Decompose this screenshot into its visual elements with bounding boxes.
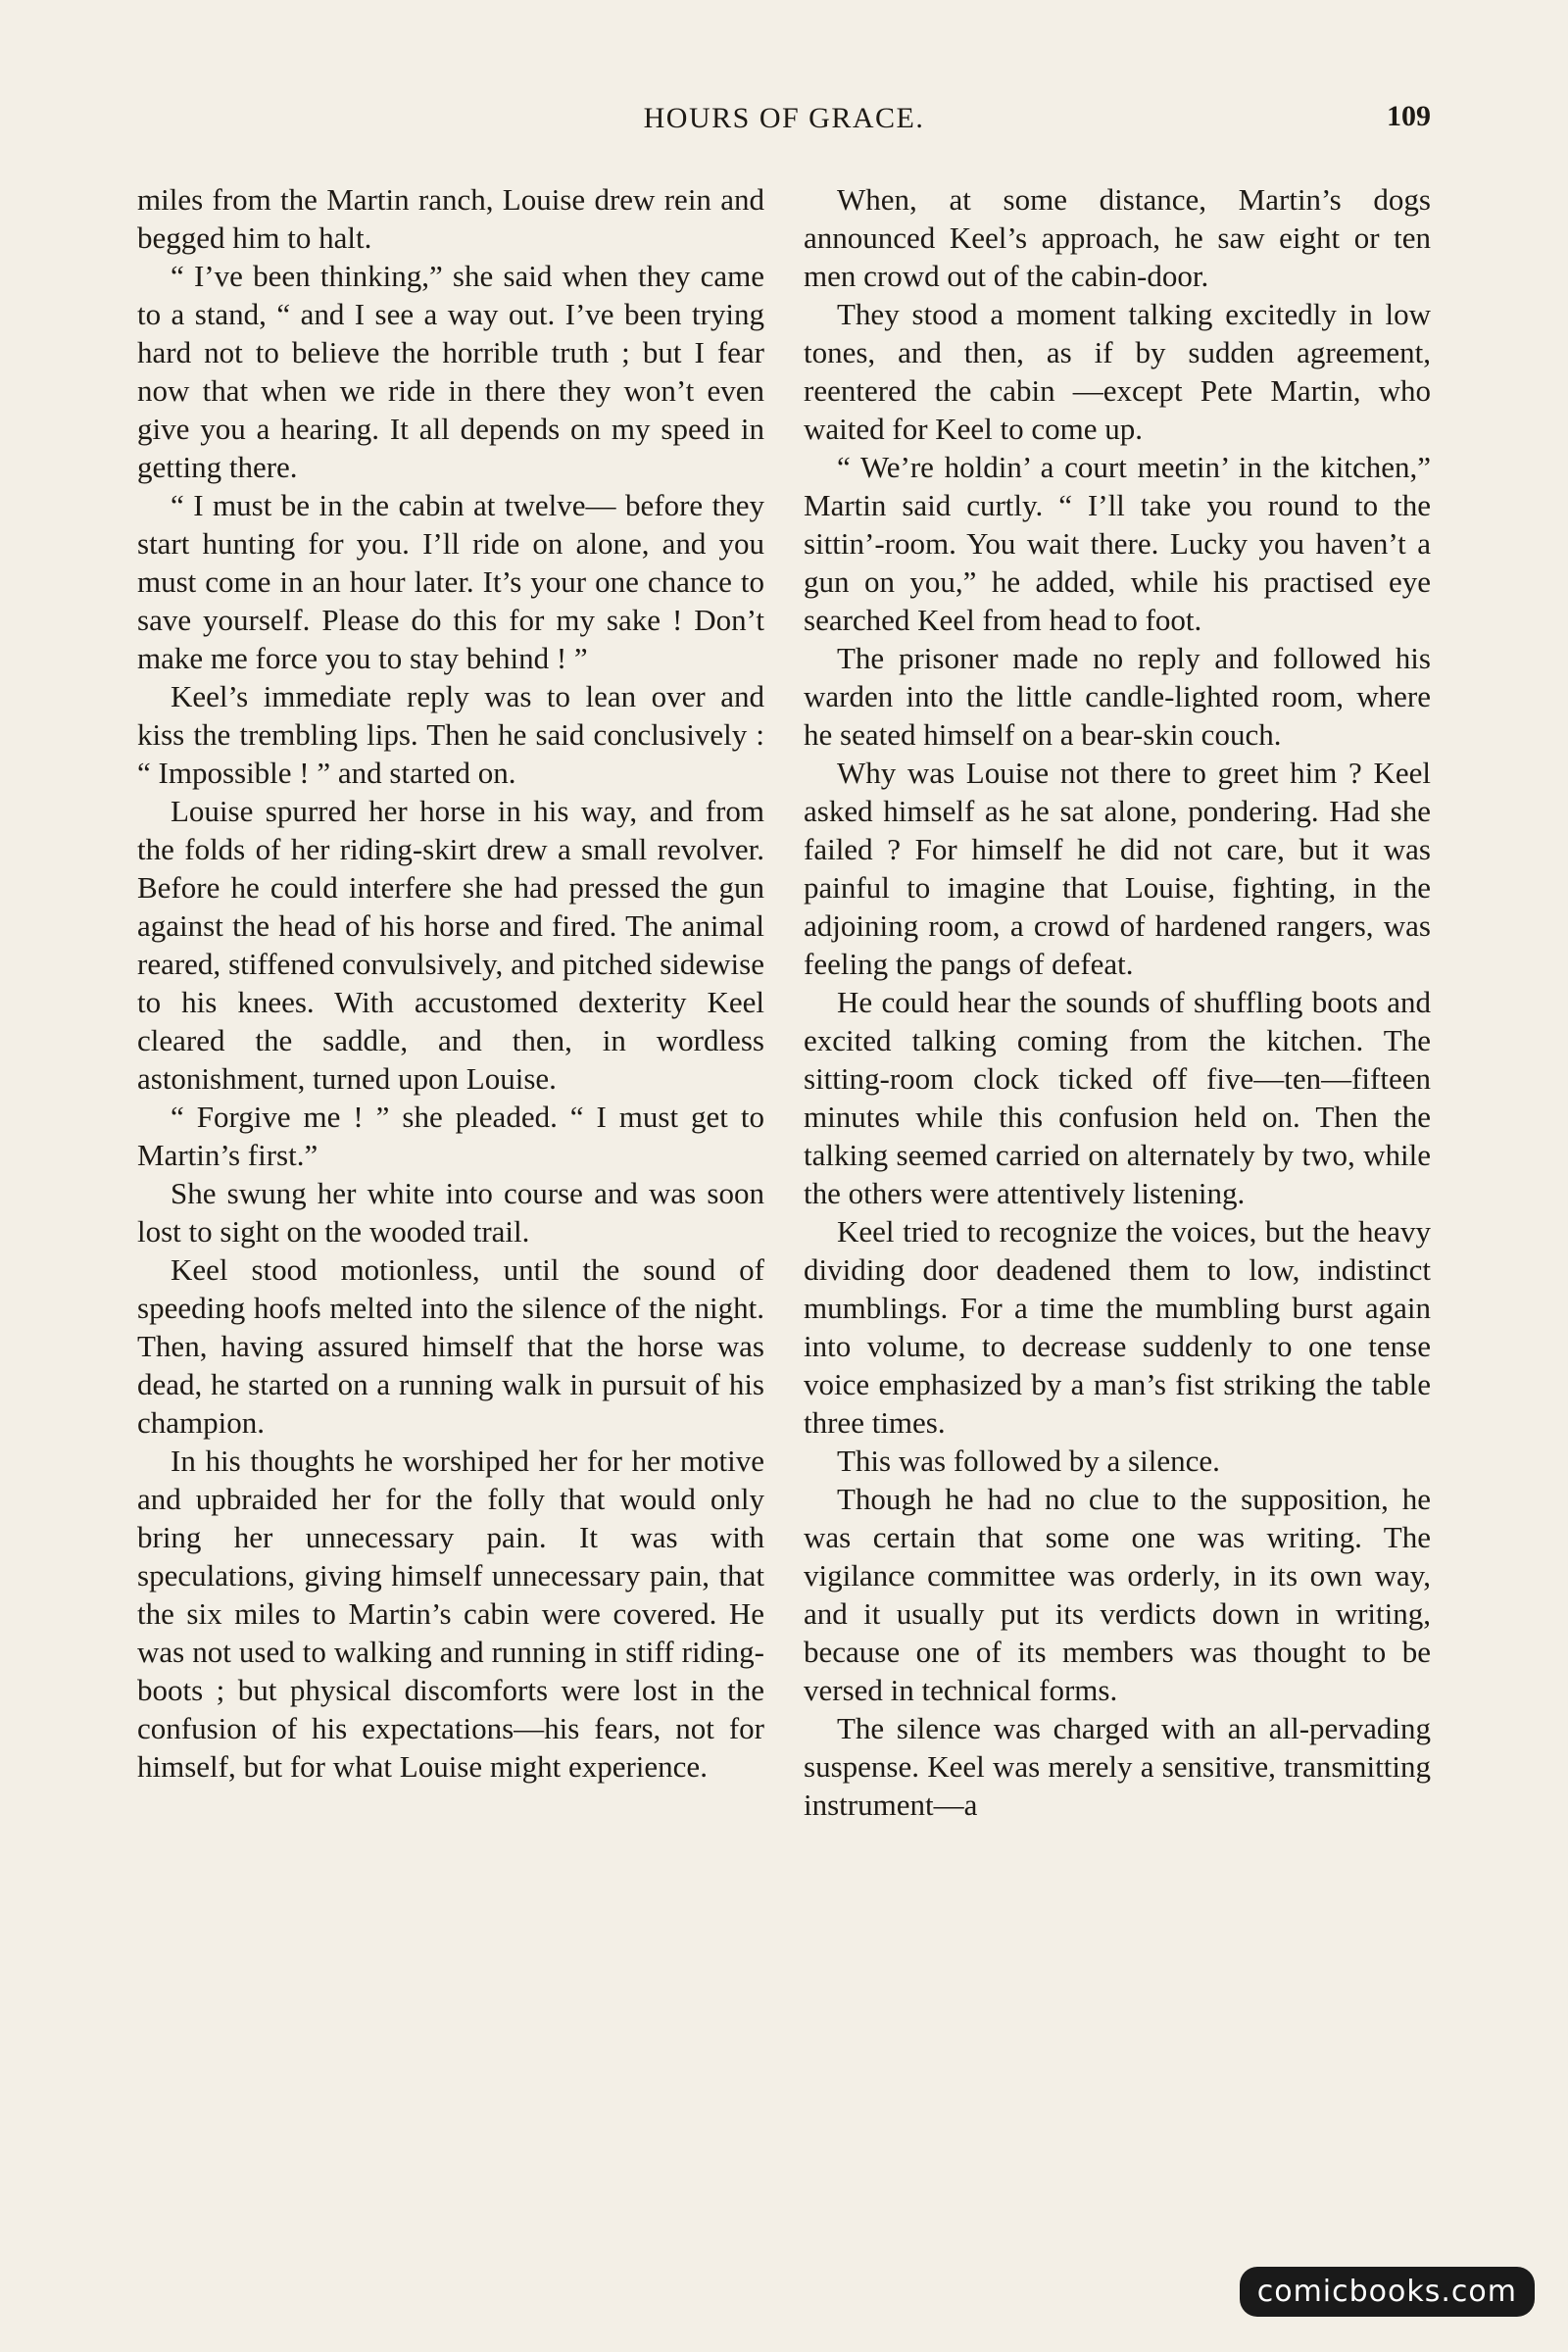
page-number: 109 [1387,100,1431,132]
paragraph: This was followed by a silence. [837,1444,1220,1478]
paragraph: Why was Louise not there to greet him ? Keel asked himself as he sat alone, pondering. Had she failed ? For himself he did not care, but it was painful to imagine that Louise, fighting, in the adjoining room, a crowd of hardened rangers, was feeling the pangs of defeat. [804,756,1431,981]
paragraph: Though he had no clue to the supposition, he was certain that some one was writing. The vigilance committee was orderly, in its own way, and it usually put its verdicts down in writing, because one of its members was thought to be versed in technical forms. [804,1482,1431,1707]
paragraph: “ Forgive me ! ” she pleaded. “ I must get to Martin’s first.” [137,1100,764,1172]
paragraph: Keel tried to recognize the voices, but the heavy dividing door deadened them to low, indistinct mumblings. For a time the mumbling burst again into volume, to decrease suddenly to one tense voice emphasized by a man’s fist striking the table three times. [804,1214,1431,1440]
paragraph: miles from the Martin ranch, Louise drew rein and begged him to halt. [137,182,764,255]
paragraph: When, at some distance, Martin’s dogs announced Keel’s approach, he saw eight or ten men crowd out of the cabin-door. [804,182,1431,293]
paragraph: “ I’ve been thinking,” she said when they came to a stand, “ and I see a way out. I’ve been trying hard not to believe the horrible truth ; but I fear now that when we ride in there they won’t even give you a hearing. It all depends on my speed in getting there. [137,259,764,484]
paragraph: “ We’re holdin’ a court meetin’ in the kitchen,” Martin said curtly. “ I’ll take you round to the sittin’-room. You wait there. Lucky you haven’t a gun on you,” he added, while his practised eye searched Keel from head to foot. [804,450,1431,637]
paragraph: Louise spurred her horse in his way, and from the folds of her riding-skirt drew a small revolver. Before he could interfere she had pressed the gun against the head of his horse and fired. The animal reared, stiffened convulsively, and pitched sidewise to his knees. With accustomed dexterity Keel cleared the saddle, and then, in wordless astonishment, turned upon Louise. [137,794,764,1096]
paragraph: “ I must be in the cabin at twelve— before they start hunting for you. I’ll ride on alone, and you must come in an hour later. It’s your one chance to save yourself. Please do this for my sake ! Don’t make me force you to stay behind ! ” [137,488,764,675]
paragraph: The silence was charged with an all-pervading suspense. Keel was merely a sensitive, transmitting instrument—a [804,1711,1431,1822]
left-column [137,180,764,1786]
running-title: HOURS OF GRACE. [643,102,925,134]
running-header [137,94,1431,143]
paragraph: She swung her white into course and was soon lost to sight on the wooded trail. [137,1176,764,1249]
watermark-badge: comicbooks.com [1240,2267,1535,2317]
paragraph: Keel stood motionless, until the sound of speeding hoofs melted into the silence of the night. Then, having assured himself that the horse was dead, he started on a running walk in pursuit of his champion. [137,1252,764,1440]
paragraph: They stood a moment talking excitedly in low tones, and then, as if by sudden agreement, reentered the cabin —except Pete Martin, who waited for Keel to come up. [804,297,1431,446]
paragraph: Keel’s immediate reply was to lean over and kiss the trembling lips. Then he said conclusively : “ Impossible ! ” and started on. [137,679,764,790]
paragraph: In his thoughts he worshiped her for her motive and upbraided her for the folly that would only bring her unnecessary pain. It was with speculations, giving himself unnecessary pain, that the six miles to Martin’s cabin were covered. He was not used to walking and running in stiff riding-boots ; but physical discomforts were lost in the confusion of his expectations—his fears, not for himself, but for what Louise might experience. [137,1444,764,1784]
paragraph: The prisoner made no reply and followed his warden into the little candle-lighted room, where he seated himself on a bear-skin couch. [804,641,1431,752]
paragraph: He could hear the sounds of shuffling boots and excited talking coming from the kitchen. The sitting-room clock ticked off five—ten—fifteen minutes while this confusion held on. Then the talking seemed carried on alternately by two, while the others were attentively listening. [804,985,1431,1210]
right-column [804,180,1431,1824]
